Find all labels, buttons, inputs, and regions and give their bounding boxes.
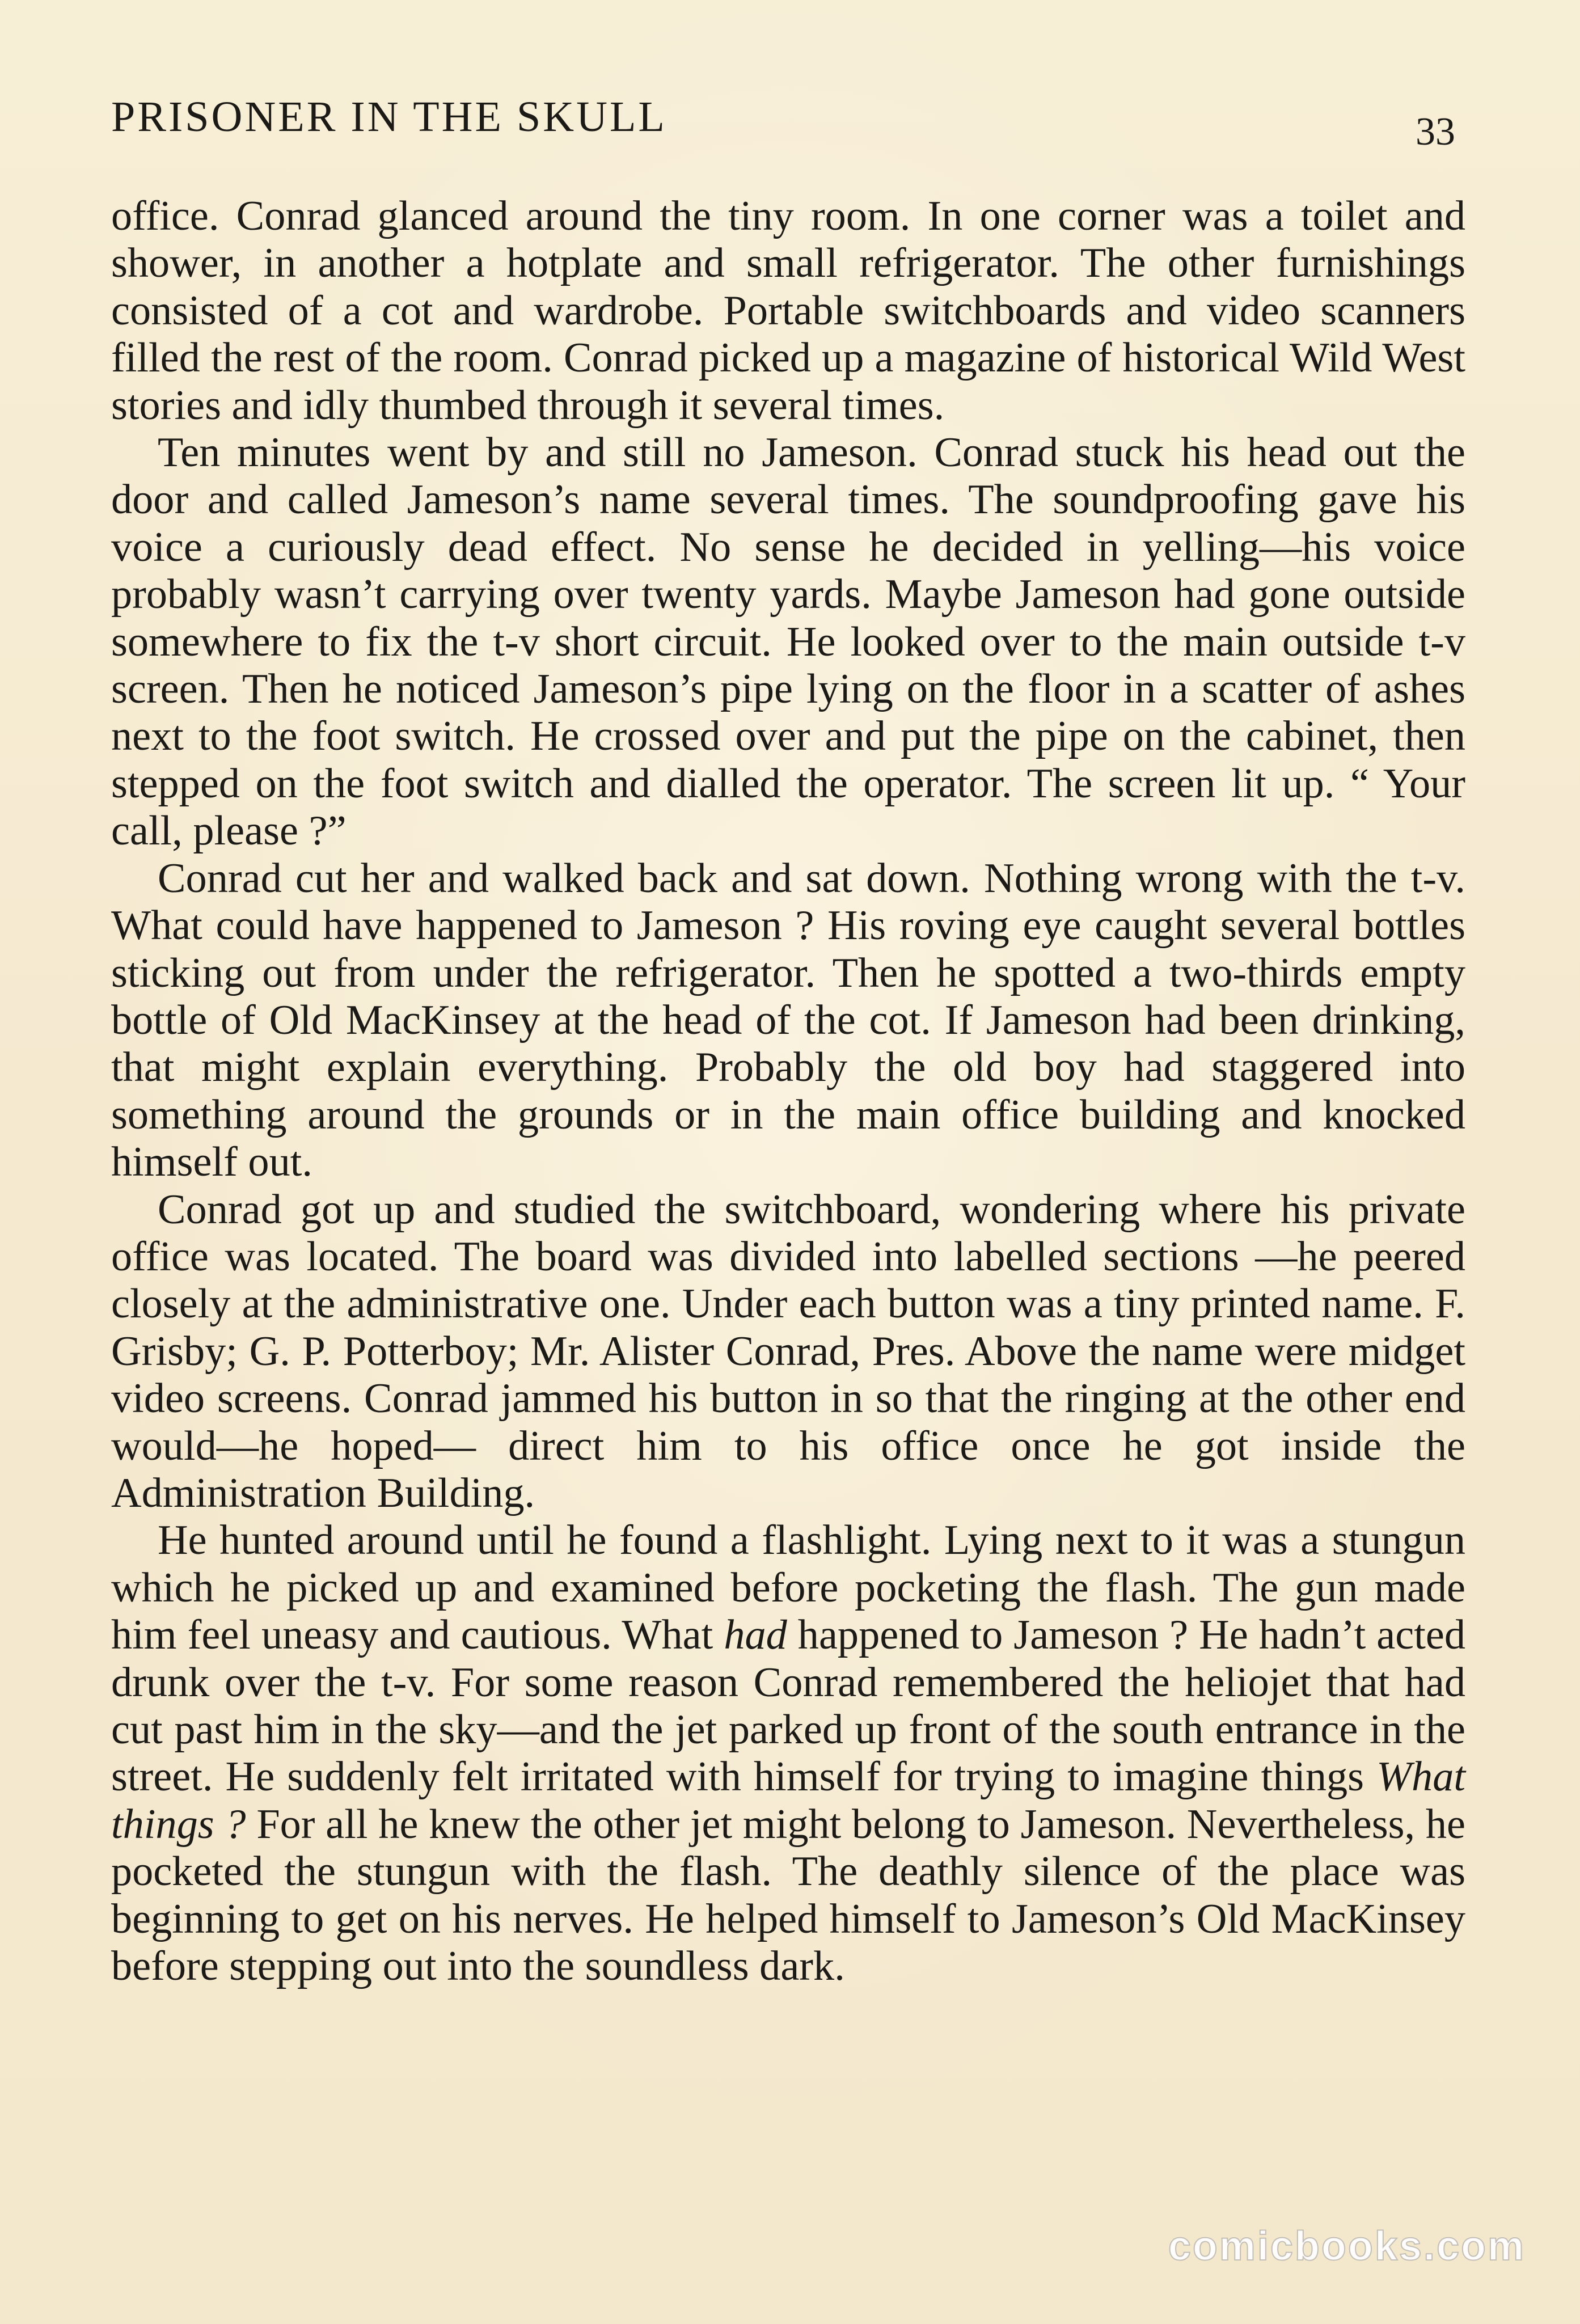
paragraph-1: office. Conrad glanced around the tiny room. In one corner was a toilet and shower, in another a hotplate and small refrigerator. The other furnishings consisted of a cot and wardrobe. Portable switchboards and video scanners filled the rest of the room. Conrad picked up a magazine of historical Wild West stories and idly thumbed through it several times. (111, 193, 1465, 429)
watermark: comicbooks.com (1168, 2224, 1526, 2269)
paragraph-2: Ten minutes went by and still no Jameson. Conrad stuck his head out the door and called Jameson’s name several times. The soundproofing gave his voice a curiously dead effect. No sense he decided in yelling—his voice probably wasn’t carrying over twenty yards. Maybe Jameson had gone outside somewhere to fix the t-v short circuit. He looked over to the main outside t-v screen. Then he noticed Jameson’s pipe lying on the floor in a scatter of ashes next to the foot switch. He crossed over and put the pipe on the cabinet, then stepped on the foot switch and dialled the operator. The screen lit up. “ Your call, please ?” (111, 429, 1465, 855)
page-number: 33 (1416, 110, 1455, 154)
paragraph-5-part-3: happened to Jameson ? He hadn’t acted drunk over the t-v. For some reason Conrad remembered the heliojet that had cut past him in the sky—and the jet parked up front of the south entrance in the street. He suddenly felt irritated with himself for trying to imagine things (111, 1612, 1466, 1801)
body-text (111, 193, 1465, 1990)
paragraph-4: Conrad got up and studied the switchboard, wondering where his private office was located. The board was divided into labelled sections —he peered closely at the administrative one. Under each button was a tiny printed name. F. Grisby; G. P. Potterboy; Mr. Alister Conrad, Pres. Above the name were midget video screens. Conrad jammed his button in so that the ringing at the other end would—he hoped— direct him to his office once he got inside the Administration Building. (111, 1186, 1465, 1516)
paragraph-5-part-1: He hunted around until he found a flashlight. Lying next to it was a stungun which he picked up and examined before pocketing the flash. The gun made him feel uneasy and cautious. What (111, 1517, 1465, 1659)
paragraph-5 (111, 1517, 1465, 1990)
italic-had: had (724, 1612, 787, 1659)
paragraph-5-part-5: For all he knew the other jet might belong to Jameson. Nevertheless, he pocketed the stungun with the flash. The deathly silence of the place was beginning to get on his nerves. He helped himself to Jameson’s Old MacKinsey before stepping out into the soundless dark. (111, 1801, 1465, 1990)
running-title: PRISONER IN THE SKULL (111, 93, 667, 141)
italic-what-things: What things ? (111, 1753, 1465, 1848)
paragraph-3: Conrad cut her and walked back and sat down. Nothing wrong with the t-v. What could have happened to Jameson ? His roving eye caught several bottles sticking out from under the refrigerator. Then he spotted a two-thirds empty bottle of Old MacKinsey at the head of the cot. If Jameson had been drinking, that might explain everything. Probably the old boy had staggered into something around the grounds or in the main office building and knocked himself out. (111, 855, 1465, 1186)
